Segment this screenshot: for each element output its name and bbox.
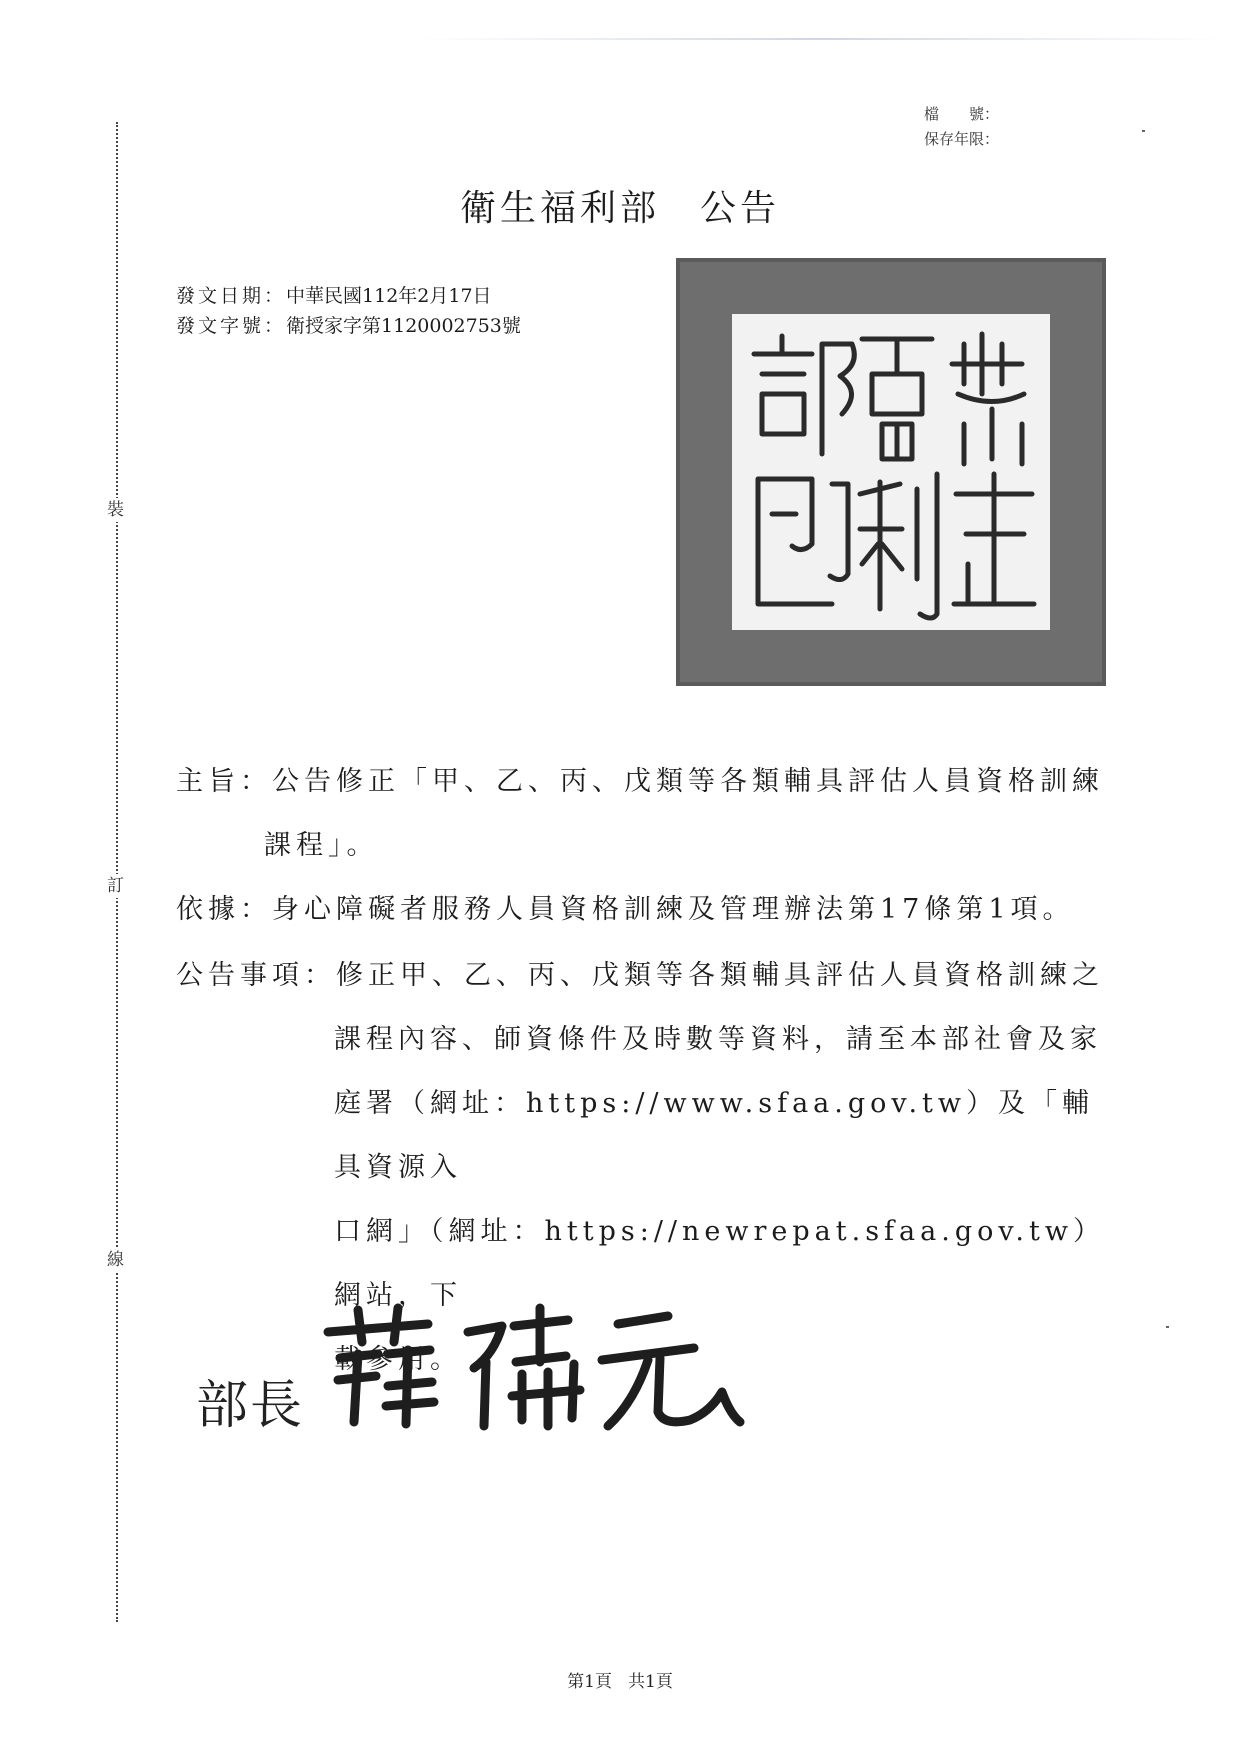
issue-date-label: 發文日期： [176, 285, 287, 307]
official-seal [676, 258, 1106, 686]
scan-artifact-line [420, 38, 1220, 40]
subject-text-continued: 課程」。 [264, 830, 379, 861]
basis-row [176, 878, 1106, 942]
issue-date-row [176, 281, 521, 311]
notice-text-line-3: 庭署（網址：https://www.sfaa.gov.tw）及「輔具資源入 [334, 1088, 1094, 1183]
file-number-label: 檔 號： [924, 105, 1000, 123]
page-total: 共1頁 [628, 1672, 673, 1692]
issue-ref-label: 發文字號： [176, 315, 287, 337]
scan-speck [1142, 130, 1145, 132]
agency-name: 衛生福利部 [459, 188, 660, 229]
seal-inner-panel [732, 314, 1050, 630]
subject-text: 公告修正「甲、乙、丙、戊類等各類輔具評估人員資格訓練 [272, 766, 1104, 797]
issue-date-value: 中華民國112年2月17日 [286, 285, 492, 307]
subject-label: 主旨： [176, 766, 272, 797]
page-footer [0, 1667, 1240, 1692]
retention-label: 保存年限： [924, 130, 1000, 148]
issue-ref-value: 衛授家字第1120002753號 [286, 315, 521, 337]
binding-dotted-line [116, 122, 118, 1622]
issue-info [176, 281, 521, 341]
basis-label: 依據： [176, 894, 272, 925]
page-number: 第1頁 [567, 1672, 612, 1692]
binding-mark-xian: 線 [107, 1250, 124, 1270]
binding-mark-ding: 訂 [107, 876, 124, 896]
seal-script-image [732, 314, 1050, 630]
notice-row [176, 944, 1106, 1008]
notice-label: 公告事項： [176, 960, 336, 991]
subject-row [176, 750, 1106, 814]
notice-text-line-5: 載參用。 [334, 1344, 462, 1375]
handwritten-signature [318, 1302, 748, 1432]
notice-text-line-1: 修正甲、乙、丙、戊類等各類輔具評估人員資格訓練之 [336, 960, 1104, 991]
signature-block [196, 1322, 748, 1436]
file-meta [924, 102, 999, 152]
notice-text-line-4: 口網」（網址：https://newrepat.sfaa.gov.tw）網站，下 [334, 1216, 1105, 1311]
basis-text: 身心障礙者服務人員資格訓練及管理辦法第17條第1項。 [272, 894, 1075, 925]
scan-speck [1166, 1326, 1169, 1328]
minister-title: 部長 [196, 1376, 305, 1436]
binding-mark-zhuang: 裝 [107, 500, 124, 520]
issue-ref-row [176, 311, 521, 341]
announcement-body [176, 750, 1106, 1392]
page-title [0, 180, 1240, 231]
document-type: 公告 [700, 188, 781, 229]
notice-text-line-2: 課程內容、師資條件及時數等資料，請至本部社會及家 [334, 1024, 1102, 1055]
